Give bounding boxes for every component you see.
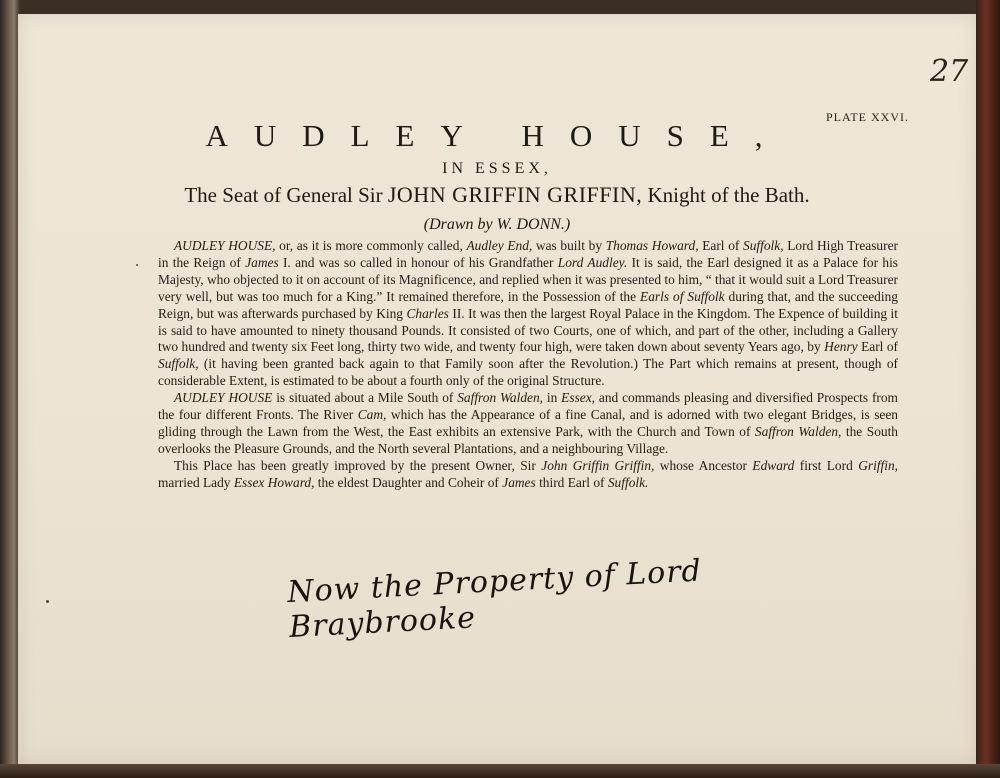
text-run: first Lord: [794, 457, 859, 473]
paragraph-2: [158, 390, 898, 458]
text-run: Lord High Treasurer in the Reign of: [158, 238, 898, 270]
italic-term: Essex Howard,: [233, 474, 315, 490]
text-run: Earl of: [857, 339, 898, 355]
book-cover-edge: [976, 0, 1000, 778]
text-run: and commands pleasing and diversified Prospects from the four different Fronts. The River: [158, 390, 898, 423]
text-run: or, as it is more commonly called,: [275, 238, 467, 253]
page-number: 27: [930, 54, 969, 89]
italic-term: AUDLEY HOUSE: [174, 390, 273, 406]
book-page: [18, 14, 976, 764]
text-run: II. It was then the largest Royal Palace in the Kingdom. The Expence of building it is said to have amounted to ninety thousand Pounds. It consisted of two Courts, one of which, and part of the other, including a Gallery two hundred and twenty six Feet long, thirty two wide, and twenty four high, were taken down about seventy Years ago, by: [158, 305, 898, 355]
text-run: during that, and the succeeding Reign, but was afterwards purchased by King: [158, 288, 898, 321]
italic-term: Henry: [824, 339, 858, 355]
paragraph-1: [158, 238, 898, 390]
plate-label: PLATE XXVI.: [826, 110, 909, 124]
text-run: in: [543, 390, 562, 406]
handwritten-note: Now the Property of Lord Braybrooke: [286, 553, 703, 646]
text-run: This Place has been greatly improved by the present Owner, Sir: [174, 457, 542, 473]
italic-term: Earls of Suffolk: [640, 288, 725, 304]
text-run: whose Ancestor: [654, 457, 753, 473]
italic-term: Saffron Walden,: [754, 423, 842, 439]
italic-term: Charles: [406, 305, 449, 321]
text-run: third Earl of: [535, 474, 608, 490]
paper-speck: [46, 600, 49, 603]
text-run: was built by: [532, 238, 606, 253]
italic-term: Lord Audley.: [557, 254, 628, 270]
text-run: married Lady: [158, 474, 234, 490]
italic-term: John Griffin Griffin,: [541, 457, 655, 473]
page-title: AUDLEY HOUSE,: [205, 118, 789, 153]
drawn-by: (Drawn by W. DONN.): [423, 216, 571, 233]
italic-term: Suffolk,: [158, 356, 199, 372]
text-run: which has the Appearance of a fine Canal, and is adorned with two elegant Bridges, is seen gliding through the Lawn from the West, the East exhibits an extensive Park, with the Church and Town of: [158, 407, 898, 439]
italic-term: Saffron Walden,: [457, 390, 544, 406]
body-text: [158, 238, 898, 492]
italic-term: Thomas Howard,: [605, 238, 699, 253]
seat-line: [18, 182, 976, 208]
italic-term: AUDLEY HOUSE,: [174, 238, 276, 253]
italic-term: Suffolk.: [607, 474, 649, 490]
italic-term: Edward: [752, 457, 795, 473]
text-run: Earl of: [698, 238, 744, 253]
paragraph-3: [158, 458, 898, 492]
paper-speck: [136, 264, 138, 266]
book-bottom-edge: [0, 764, 1000, 778]
text-run: the eldest Daughter and Coheir of: [314, 474, 503, 490]
page-subtitle: IN ESSEX,: [442, 160, 552, 177]
italic-term: Griffin,: [858, 457, 898, 473]
seat-pre: The Seat of General Sir: [184, 183, 383, 207]
text-run: I. and was so called in honour of his Grandfather: [278, 254, 558, 270]
text-run: It is said, the Earl designed it as a Palace for his Majesty, who objected to it on account of its Magnificence, and replied when it was presented to him, “ that it would suit a Lord Treasurer very well, but was too much for a King.” It remained therefore, in the Possession of the: [158, 254, 898, 304]
seat-post: Knight of the Bath.: [647, 183, 810, 207]
italic-term: James: [502, 474, 536, 490]
seat-name: JOHN GRIFFIN GRIFFIN,: [387, 182, 643, 207]
italic-term: Suffolk,: [743, 238, 784, 253]
italic-term: Essex,: [561, 390, 596, 406]
italic-term: Audley End,: [466, 238, 533, 253]
text-run: the South overlooks the Pleasure Grounds, and the North several Plantations, and a neighbouring Village.: [158, 423, 899, 456]
italic-term: Cam,: [357, 407, 387, 423]
text-run: is situated about a Mile South of: [272, 390, 458, 406]
italic-term: James: [245, 254, 279, 270]
text-run: (it having been granted back again to that Family soon after the Revolution.) The Part which remains at present, though of considerable Extent, is estimated to be about a fourth only of the original Structure.: [158, 356, 898, 389]
